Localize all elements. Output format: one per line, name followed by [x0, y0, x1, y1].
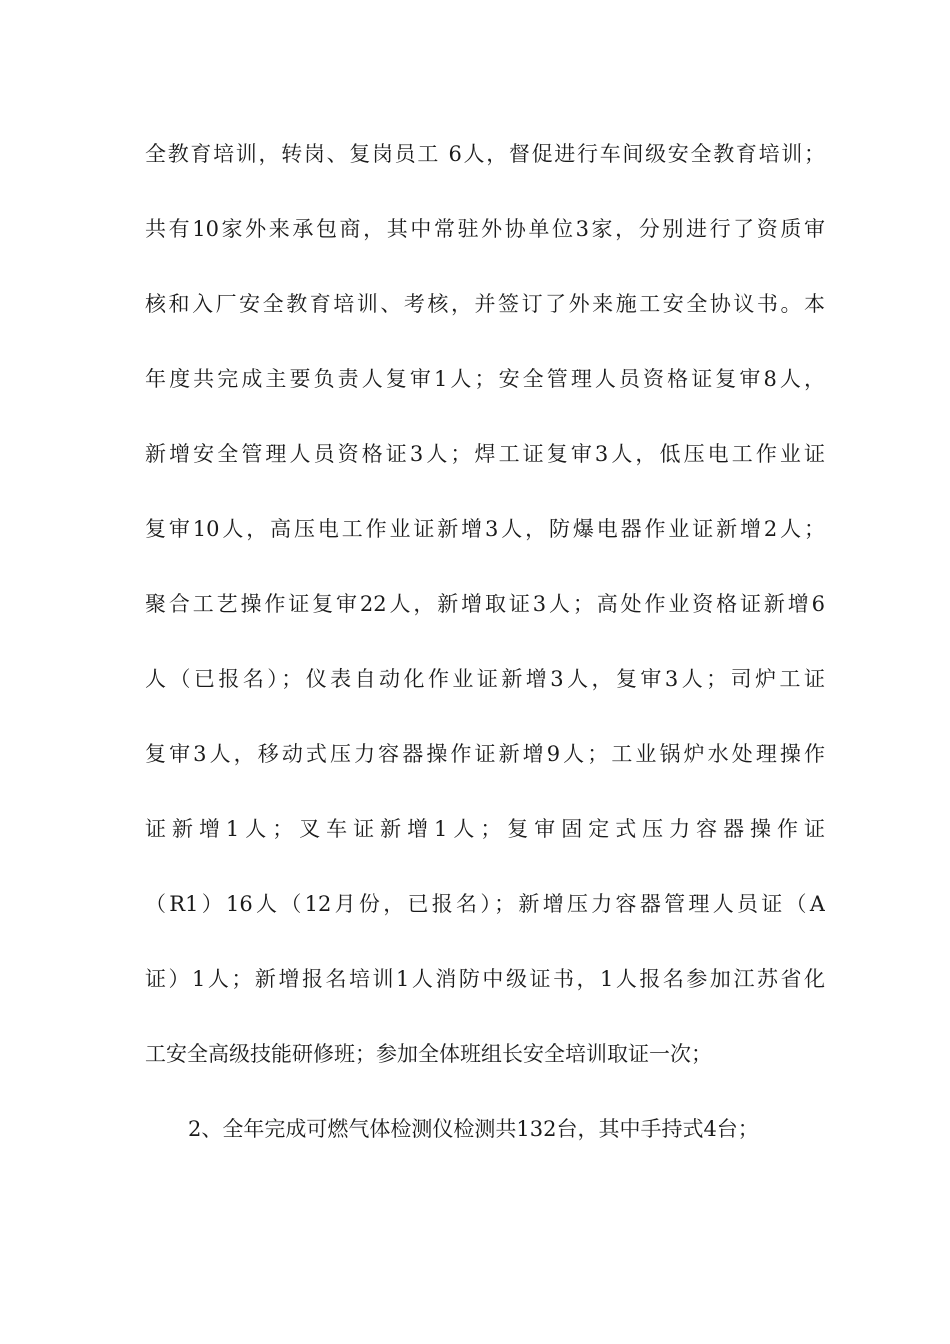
text-line-7: 聚合工艺操作证复审22人，新增取证3人；高处作业资格证新增6: [145, 592, 825, 616]
text-line-4: 年度共完成主要负责人复审1人；安全管理人员资格证复审8人，: [145, 367, 825, 391]
text-line-6: 复审10人，高压电工作业证新增3人，防爆电器作业证新增2人；: [145, 517, 825, 541]
text-line-10: 证新增1人；叉车证新增1人；复审固定式压力容器操作证: [145, 817, 825, 841]
text-line-3: 核和入厂安全教育培训、考核，并签订了外来施工安全协议书。本: [145, 292, 825, 316]
text-line-13: 工安全高级技能研修班；参加全体班组长安全培训取证一次；: [145, 1042, 712, 1066]
text-line-11: （R1）16人（12月份，已报名）；新增压力容器管理人员证（A: [145, 892, 825, 916]
text-line-8: 人（已报名）；仪表自动化作业证新增3人，复审3人；司炉工证: [145, 667, 825, 691]
text-line-12: 证）1人；新增报名培训1人消防中级证书，1人报名参加江苏省化: [145, 967, 825, 991]
text-line-1: 全教育培训，转岗、复岗员工 6人，督促进行车间级安全教育培训；: [145, 142, 825, 166]
text-line-14: 2、全年完成可燃气体检测仪检测共132台，其中手持式4台；: [188, 1117, 759, 1141]
text-line-5: 新增安全管理人员资格证3人；焊工证复审3人，低压电工作业证: [145, 442, 825, 466]
text-line-9: 复审3人，移动式压力容器操作证新增9人；工业锅炉水处理操作: [145, 742, 825, 766]
text-line-2: 共有10家外来承包商，其中常驻外协单位3家，分别进行了资质审: [145, 217, 825, 241]
